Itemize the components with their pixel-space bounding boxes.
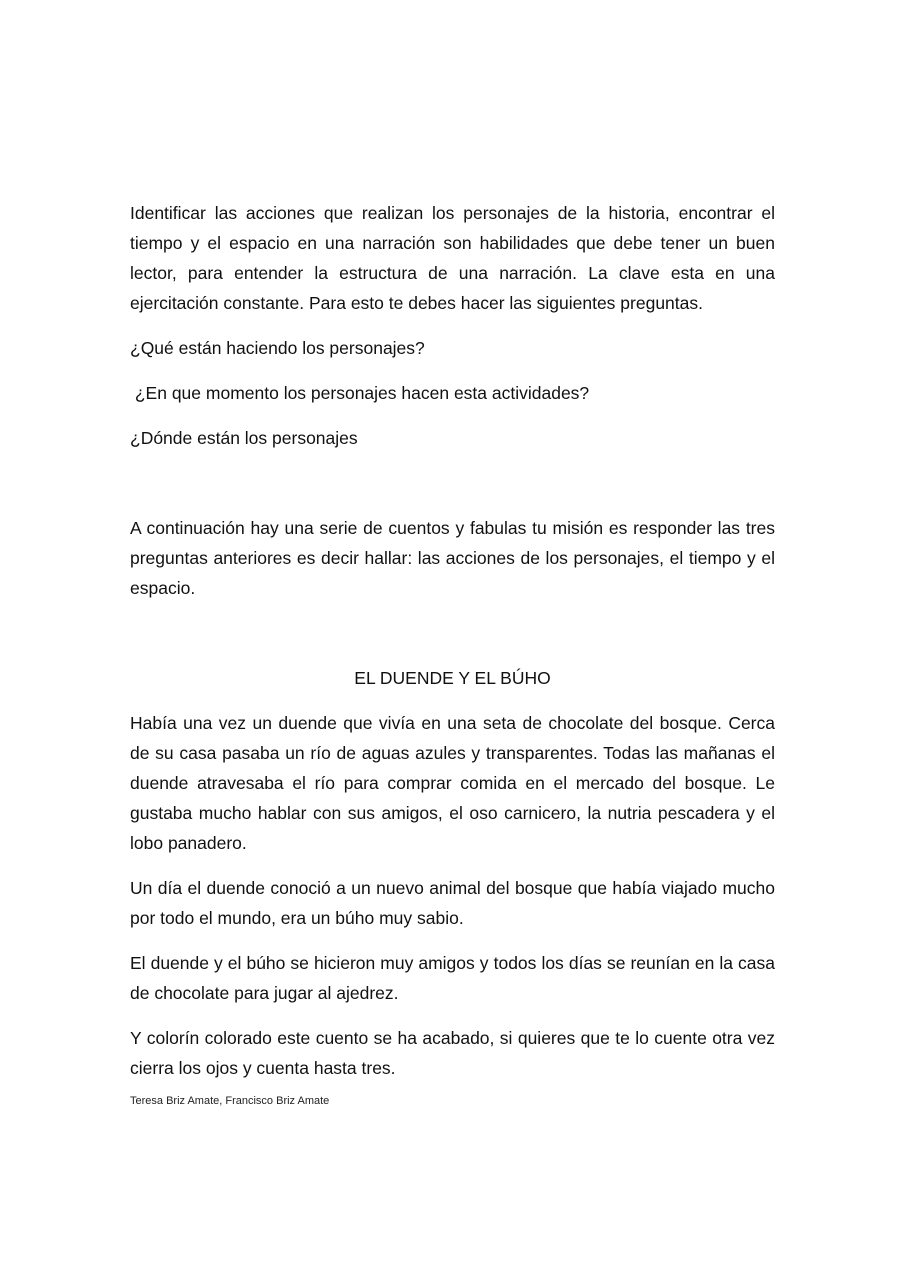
intro-paragraph: Identificar las acciones que realizan los personajes de la historia, encontrar el tiempo y el espacio en una narración son habilidades que debe tener un buen lector, para entender la estructura de una narración. La clave esta en una ejercitación constante. Para esto te debes hacer las siguientes preguntas. bbox=[130, 203, 775, 313]
story-title: EL DUENDE Y EL BÚHO bbox=[354, 668, 551, 688]
document-page bbox=[130, 198, 775, 1109]
story-paragraph: El duende y el búho se hicieron muy amigos y todos los días se reunían en la casa de chocolate para jugar al ajedrez. bbox=[130, 953, 775, 1003]
question-where: ¿Dónde están los personajes bbox=[130, 428, 358, 448]
story-paragraph: Había una vez un duende que vivía en una seta de chocolate del bosque. Cerca de su casa pasaba un río de aguas azules y transparentes. Todas las mañanas el duende atravesaba el río para comprar comida en el mercado del bosque. Le gustaba mucho hablar con sus amigos, el oso carnicero, la nutria pescadera y el lobo panadero. bbox=[130, 713, 775, 853]
story-paragraph: Y colorín colorado este cuento se ha acabado, si quieres que te lo cuente otra vez cierra los ojos y cuenta hasta tres. bbox=[130, 1028, 775, 1078]
story-credit: Teresa Briz Amate, Francisco Briz Amate bbox=[130, 1095, 330, 1107]
question-what: ¿Qué están haciendo los personajes? bbox=[130, 338, 425, 358]
story-paragraph: Un día el duende conoció a un nuevo animal del bosque que había viajado mucho por todo el mundo, era un búho muy sabio. bbox=[130, 878, 775, 928]
question-when: ¿En que momento los personajes hacen esta actividades? bbox=[130, 383, 590, 403]
instructions-paragraph: A continuación hay una serie de cuentos y fabulas tu misión es responder las tres preguntas anteriores es decir hallar: las acciones de los personajes, el tiempo y el espacio. bbox=[130, 518, 775, 598]
